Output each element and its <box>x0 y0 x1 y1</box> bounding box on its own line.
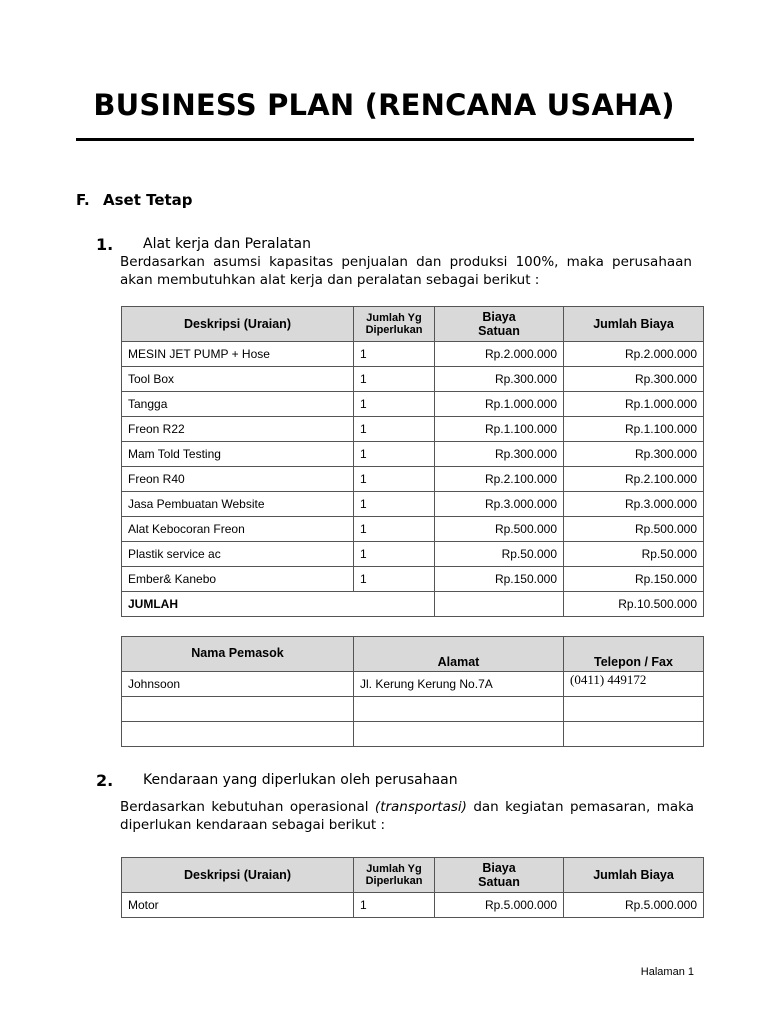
row-unit-cost: Rp.1.000.000 <box>435 392 564 417</box>
row-total-cost: Rp.300.000 <box>564 367 704 392</box>
row-total-cost: Rp.150.000 <box>564 567 704 592</box>
row-quantity: 1 <box>354 342 435 367</box>
document-title: BUSINESS PLAN (RENCANA USAHA) <box>93 88 675 122</box>
row-description: Tool Box <box>122 367 354 392</box>
supplier-address: Jl. Kerung Kerung No.7A <box>354 672 564 697</box>
header-total-cost: Jumlah Biaya <box>564 307 704 342</box>
subsection-1-paragraph <box>120 253 692 289</box>
subsection-2-number: 2. <box>96 771 114 790</box>
row-description: Plastik service ac <box>122 542 354 567</box>
table-row <box>122 417 704 442</box>
equipment-table <box>121 306 704 617</box>
header-quantity: Jumlah Yg Diperlukan <box>354 307 435 342</box>
row-total-cost: Rp.1.000.000 <box>564 392 704 417</box>
table-row <box>122 672 704 697</box>
row-total-cost: Rp.50.000 <box>564 542 704 567</box>
table-row <box>122 467 704 492</box>
row-description: Ember& Kanebo <box>122 567 354 592</box>
subsection-2-title: Kendaraan yang diperlukan oleh perusahaan <box>143 772 458 788</box>
row-unit-cost: Rp.150.000 <box>435 567 564 592</box>
table-row <box>122 722 704 747</box>
row-total-cost: Rp.2.100.000 <box>564 467 704 492</box>
row-quantity: 1 <box>354 417 435 442</box>
row-unit-cost: Rp.500.000 <box>435 517 564 542</box>
row-total-cost: Rp.500.000 <box>564 517 704 542</box>
row-quantity: 1 <box>354 492 435 517</box>
row-description: Jasa Pembuatan Website <box>122 492 354 517</box>
supplier-address <box>354 697 564 722</box>
row-description: Alat Kebocoran Freon <box>122 517 354 542</box>
header-supplier-name: Nama Pemasok <box>122 637 354 672</box>
row-quantity: 1 <box>354 392 435 417</box>
row-unit-cost: Rp.2.100.000 <box>435 467 564 492</box>
supplier-phone <box>564 722 704 747</box>
table-row <box>122 442 704 467</box>
row-unit-cost: Rp.3.000.000 <box>435 492 564 517</box>
row-total-cost: Rp.1.100.000 <box>564 417 704 442</box>
total-label: JUMLAH <box>122 592 435 617</box>
row-unit-cost: Rp.5.000.000 <box>435 893 564 918</box>
vehicle-table <box>121 857 704 918</box>
table-header-row <box>122 637 704 672</box>
row-quantity: 1 <box>354 467 435 492</box>
table-row <box>122 342 704 367</box>
table-header-row <box>122 307 704 342</box>
header-total-cost: Jumlah Biaya <box>564 858 704 893</box>
row-total-cost: Rp.5.000.000 <box>564 893 704 918</box>
table-row <box>122 893 704 918</box>
table-row <box>122 392 704 417</box>
paragraph-line: akan membutuhkan alat kerja dan peralatan sebagai berikut : <box>120 272 540 288</box>
supplier-name <box>122 722 354 747</box>
row-unit-cost: Rp.300.000 <box>435 442 564 467</box>
paragraph-line: diperlukan kendaraan sebagai berikut : <box>120 817 386 833</box>
row-unit-cost: Rp.300.000 <box>435 367 564 392</box>
row-description: Motor <box>122 893 354 918</box>
table-total-row <box>122 592 704 617</box>
section-heading <box>76 191 193 209</box>
row-quantity: 1 <box>354 567 435 592</box>
section-number: F. <box>76 191 90 209</box>
table-header-row <box>122 858 704 893</box>
row-total-cost: Rp.300.000 <box>564 442 704 467</box>
title-underline <box>76 138 694 141</box>
table-row <box>122 492 704 517</box>
row-unit-cost: Rp.1.100.000 <box>435 417 564 442</box>
table-row <box>122 367 704 392</box>
table-row <box>122 517 704 542</box>
row-description: Freon R22 <box>122 417 354 442</box>
header-quantity: Jumlah Yg Diperlukan <box>354 858 435 893</box>
row-description: Tangga <box>122 392 354 417</box>
row-quantity: 1 <box>354 893 435 918</box>
row-quantity: 1 <box>354 542 435 567</box>
supplier-table <box>121 636 704 747</box>
total-empty-cell <box>435 592 564 617</box>
header-unit-cost: Biaya Satuan <box>435 858 564 893</box>
row-description: MESIN JET PUMP + Hose <box>122 342 354 367</box>
row-total-cost: Rp.3.000.000 <box>564 492 704 517</box>
row-quantity: 1 <box>354 367 435 392</box>
subsection-2-paragraph <box>120 798 694 834</box>
supplier-phone: (0411) 449172 <box>564 672 704 697</box>
subsection-1-number: 1. <box>96 235 114 254</box>
row-description: Mam Told Testing <box>122 442 354 467</box>
row-description: Freon R40 <box>122 467 354 492</box>
total-value: Rp.10.500.000 <box>564 592 704 617</box>
row-quantity: 1 <box>354 442 435 467</box>
paragraph-line: Berdasarkan asumsi kapasitas penjualan dan produksi 100%, maka perusahaan <box>120 254 692 270</box>
row-unit-cost: Rp.2.000.000 <box>435 342 564 367</box>
section-title: Aset Tetap <box>103 191 193 209</box>
header-unit-cost: Biaya Satuan <box>435 307 564 342</box>
subsection-1-title: Alat kerja dan Peralatan <box>143 236 311 252</box>
row-total-cost: Rp.2.000.000 <box>564 342 704 367</box>
supplier-name: Johnsoon <box>122 672 354 697</box>
page-number: Halaman 1 <box>640 966 694 978</box>
row-quantity: 1 <box>354 517 435 542</box>
header-description: Deskripsi (Uraian) <box>122 307 354 342</box>
paragraph-line: Berdasarkan kebutuhan operasional (transportasi) dan kegiatan pemasaran, maka <box>120 799 694 815</box>
supplier-phone <box>564 697 704 722</box>
header-description: Deskripsi (Uraian) <box>122 858 354 893</box>
header-phone-fax: Telepon / Fax <box>564 637 704 672</box>
table-row <box>122 542 704 567</box>
table-row <box>122 567 704 592</box>
header-address: Alamat <box>354 637 564 672</box>
supplier-address <box>354 722 564 747</box>
table-row <box>122 697 704 722</box>
row-unit-cost: Rp.50.000 <box>435 542 564 567</box>
supplier-name <box>122 697 354 722</box>
